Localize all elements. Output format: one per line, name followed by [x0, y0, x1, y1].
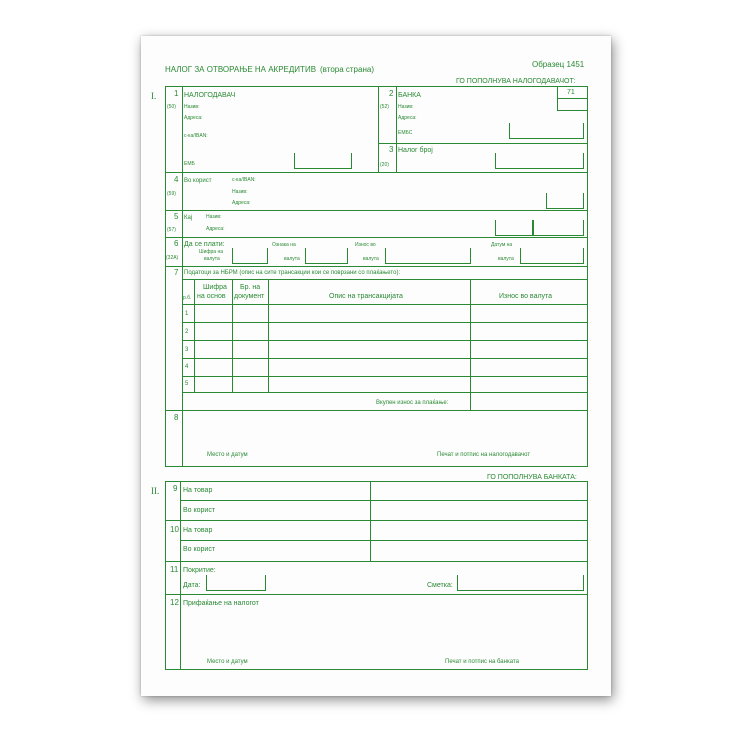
field-1-emb-label: ЕМБ — [184, 161, 195, 167]
field-7-col-amount: Износ во валута — [499, 293, 553, 300]
filled-by-bank-label: ГО ПОПОЛНУВА БАНКАТА: — [487, 474, 577, 481]
field-10-goods-label: На товар — [183, 527, 213, 534]
field-11-date-box[interactable] — [206, 575, 266, 591]
field-7-row-line — [182, 340, 588, 341]
field-8-stamp-label: Печат и потпис на налогодавачот — [437, 452, 531, 458]
field-7-col-code-1: Шифра — [203, 284, 227, 291]
field-1-number: 1 — [174, 89, 179, 98]
field-1-code: (50) — [167, 104, 176, 110]
field-7-col-code-2: на основ — [197, 293, 226, 300]
field-11-number: 11 — [170, 565, 179, 574]
field-7-row-number: 3 — [185, 347, 189, 353]
row-line-2 — [165, 210, 588, 211]
filled-by-client-label: ГО ПОПОЛНУВА НАЛОГОДАВАЧОТ: — [456, 78, 576, 85]
field-6-code-label-2: валута — [204, 256, 220, 262]
field-4-address-label: Адреса: — [232, 200, 251, 206]
field-10-benefit-label: Во корист — [183, 546, 216, 553]
row-line-4 — [165, 266, 588, 267]
field-2-bottom-line — [378, 143, 588, 144]
field-4-code: (59) — [167, 191, 176, 197]
field-11-bottom-line — [165, 594, 588, 595]
field-11-date-label: Дата: — [183, 582, 201, 589]
field-6-amount-box[interactable] — [385, 248, 471, 264]
field-7-row-number: 4 — [185, 364, 189, 370]
field-11-title: Покритие: — [183, 567, 216, 574]
field-7-row-line — [182, 376, 588, 377]
field-5-code: (57) — [167, 227, 176, 233]
field-4-number: 4 — [174, 175, 179, 184]
section-roman-1: I. — [151, 91, 157, 101]
field-7-col-desc: Опис на трансакцијата — [329, 293, 403, 300]
field-8-place-date: Место и датум — [207, 452, 248, 458]
field-6-currency-label: валута — [284, 256, 300, 262]
field-2-number: 2 — [389, 89, 394, 98]
field-12-place-date: Место и датум — [207, 659, 248, 665]
row-line-3 — [165, 237, 588, 238]
field-4-box[interactable] — [546, 193, 584, 209]
field-9-benefit-label: Во корист — [183, 507, 216, 514]
field-2-address-label: Адреса: — [398, 115, 417, 121]
field-6-date-label: Датум на — [491, 242, 513, 248]
field-6-code-box[interactable] — [232, 248, 268, 264]
field-7-col-divider — [232, 279, 233, 392]
field-7-total-label: Вкупен износ за плаќање: — [376, 400, 449, 406]
field-5-title: Кај — [184, 215, 193, 221]
field-7-col-divider — [194, 279, 195, 392]
field-7-total-line — [165, 410, 588, 411]
field-2-embs-box[interactable] — [509, 123, 584, 139]
field-5-address-label: Адреса: — [206, 226, 225, 232]
field-3-title: Налог број — [398, 147, 433, 154]
section-2-number-divider — [180, 481, 181, 670]
field-9-goods-label: На товар — [183, 487, 213, 494]
field-7-row-number: 1 — [185, 311, 189, 317]
field-7-col-divider — [268, 279, 269, 392]
field-7-col-doc-1: Бр. на — [240, 284, 261, 291]
field-12-stamp-label: Печат и потпис на банката — [445, 659, 519, 665]
field-1-title: НАЛОГОДАВАЧ — [184, 92, 236, 99]
field-2-code-box-divider — [557, 98, 588, 99]
field-6-number: 6 — [174, 239, 179, 248]
field-3-code: (20) — [380, 162, 389, 168]
field-7-row-line — [182, 392, 588, 393]
row-line-1 — [165, 172, 588, 173]
field-7-col-divider — [470, 279, 471, 410]
field-4-account-label: с-ка/IBAN: — [232, 177, 256, 183]
field-4-name-label: Назив: — [232, 189, 248, 195]
field-12-title: Прифаќање на налогот — [183, 600, 259, 607]
field-2-embs-label: ЕМБС — [398, 130, 413, 136]
field-7-col-doc-2: документ — [234, 293, 265, 300]
field-7-title: Податоци за НБРМ (опис на сите трансакции кои се поврзани со плаќањето): — [184, 270, 401, 276]
field-9-number: 9 — [173, 484, 178, 493]
field-2-title: БАНКА — [398, 92, 421, 99]
field-8-number: 8 — [174, 413, 179, 422]
field-6-amount-currency-label: валута — [363, 256, 379, 262]
form-code: Образец 1451 — [532, 60, 585, 69]
field-2-left-divider — [396, 86, 397, 172]
section-roman-2: II. — [151, 486, 160, 496]
field-5-name-label: Назив: — [206, 214, 222, 220]
field-7-row-number: 5 — [185, 381, 189, 387]
field-7-col-rb: р.б. — [183, 295, 192, 301]
form-title: НАЛОГ ЗА ОТВОРАЊЕ НА АКРЕДИТИВ — [165, 65, 317, 74]
field-7-row-number: 2 — [185, 329, 189, 335]
field-6-title: Да се плати: — [184, 241, 225, 248]
field-7-number: 7 — [174, 268, 179, 277]
field-9-bottom-line — [165, 520, 588, 521]
field-6-currency-box[interactable] — [305, 248, 348, 264]
form-subtitle: (втора страна) — [320, 65, 374, 74]
field-6-date-currency-label: валута — [498, 256, 514, 262]
field-3-number-box[interactable] — [495, 153, 584, 169]
field-6-code-label-1: Шифра на — [199, 249, 223, 255]
field-10-bottom-line — [165, 561, 588, 562]
field-1-name-label: Назив: — [184, 104, 200, 110]
field-7-row-line — [182, 322, 588, 323]
field-5-box-b[interactable] — [533, 220, 584, 236]
field-6-code: (32A) — [166, 255, 179, 261]
field-10-mid-line — [180, 540, 588, 541]
field-7-header-bottom — [182, 304, 588, 305]
field-2-code-value: 71 — [567, 89, 575, 96]
field-12-number: 12 — [170, 598, 179, 607]
field-9-mid-line — [180, 500, 588, 501]
field-1-account-label: с-ка/IBAN: — [184, 133, 208, 139]
field-11-account-label: Сметка: — [427, 582, 453, 589]
field-1-right-divider — [378, 86, 379, 172]
field-5-number: 5 — [174, 212, 179, 221]
field-1-emb-box[interactable] — [294, 153, 352, 169]
field-7-table-top — [182, 279, 588, 280]
field-7-row-line — [182, 358, 588, 359]
field-6-date-box[interactable] — [520, 248, 584, 264]
section-2-mid-divider — [370, 481, 371, 561]
field-4-title: Во корист — [184, 178, 212, 184]
field-5-box-a[interactable] — [495, 220, 533, 236]
field-2-name-label: Назив: — [398, 104, 414, 110]
field-1-address-label: Адреса: — [184, 115, 203, 121]
field-3-number: 3 — [389, 145, 394, 154]
field-6-currency-mark-label: Ознака на — [272, 242, 296, 248]
field-2-code: (52) — [380, 104, 389, 110]
field-6-amount-in-label: Износ во — [355, 242, 376, 248]
field-10-number: 10 — [170, 525, 179, 534]
field-11-account-box[interactable] — [457, 575, 584, 591]
